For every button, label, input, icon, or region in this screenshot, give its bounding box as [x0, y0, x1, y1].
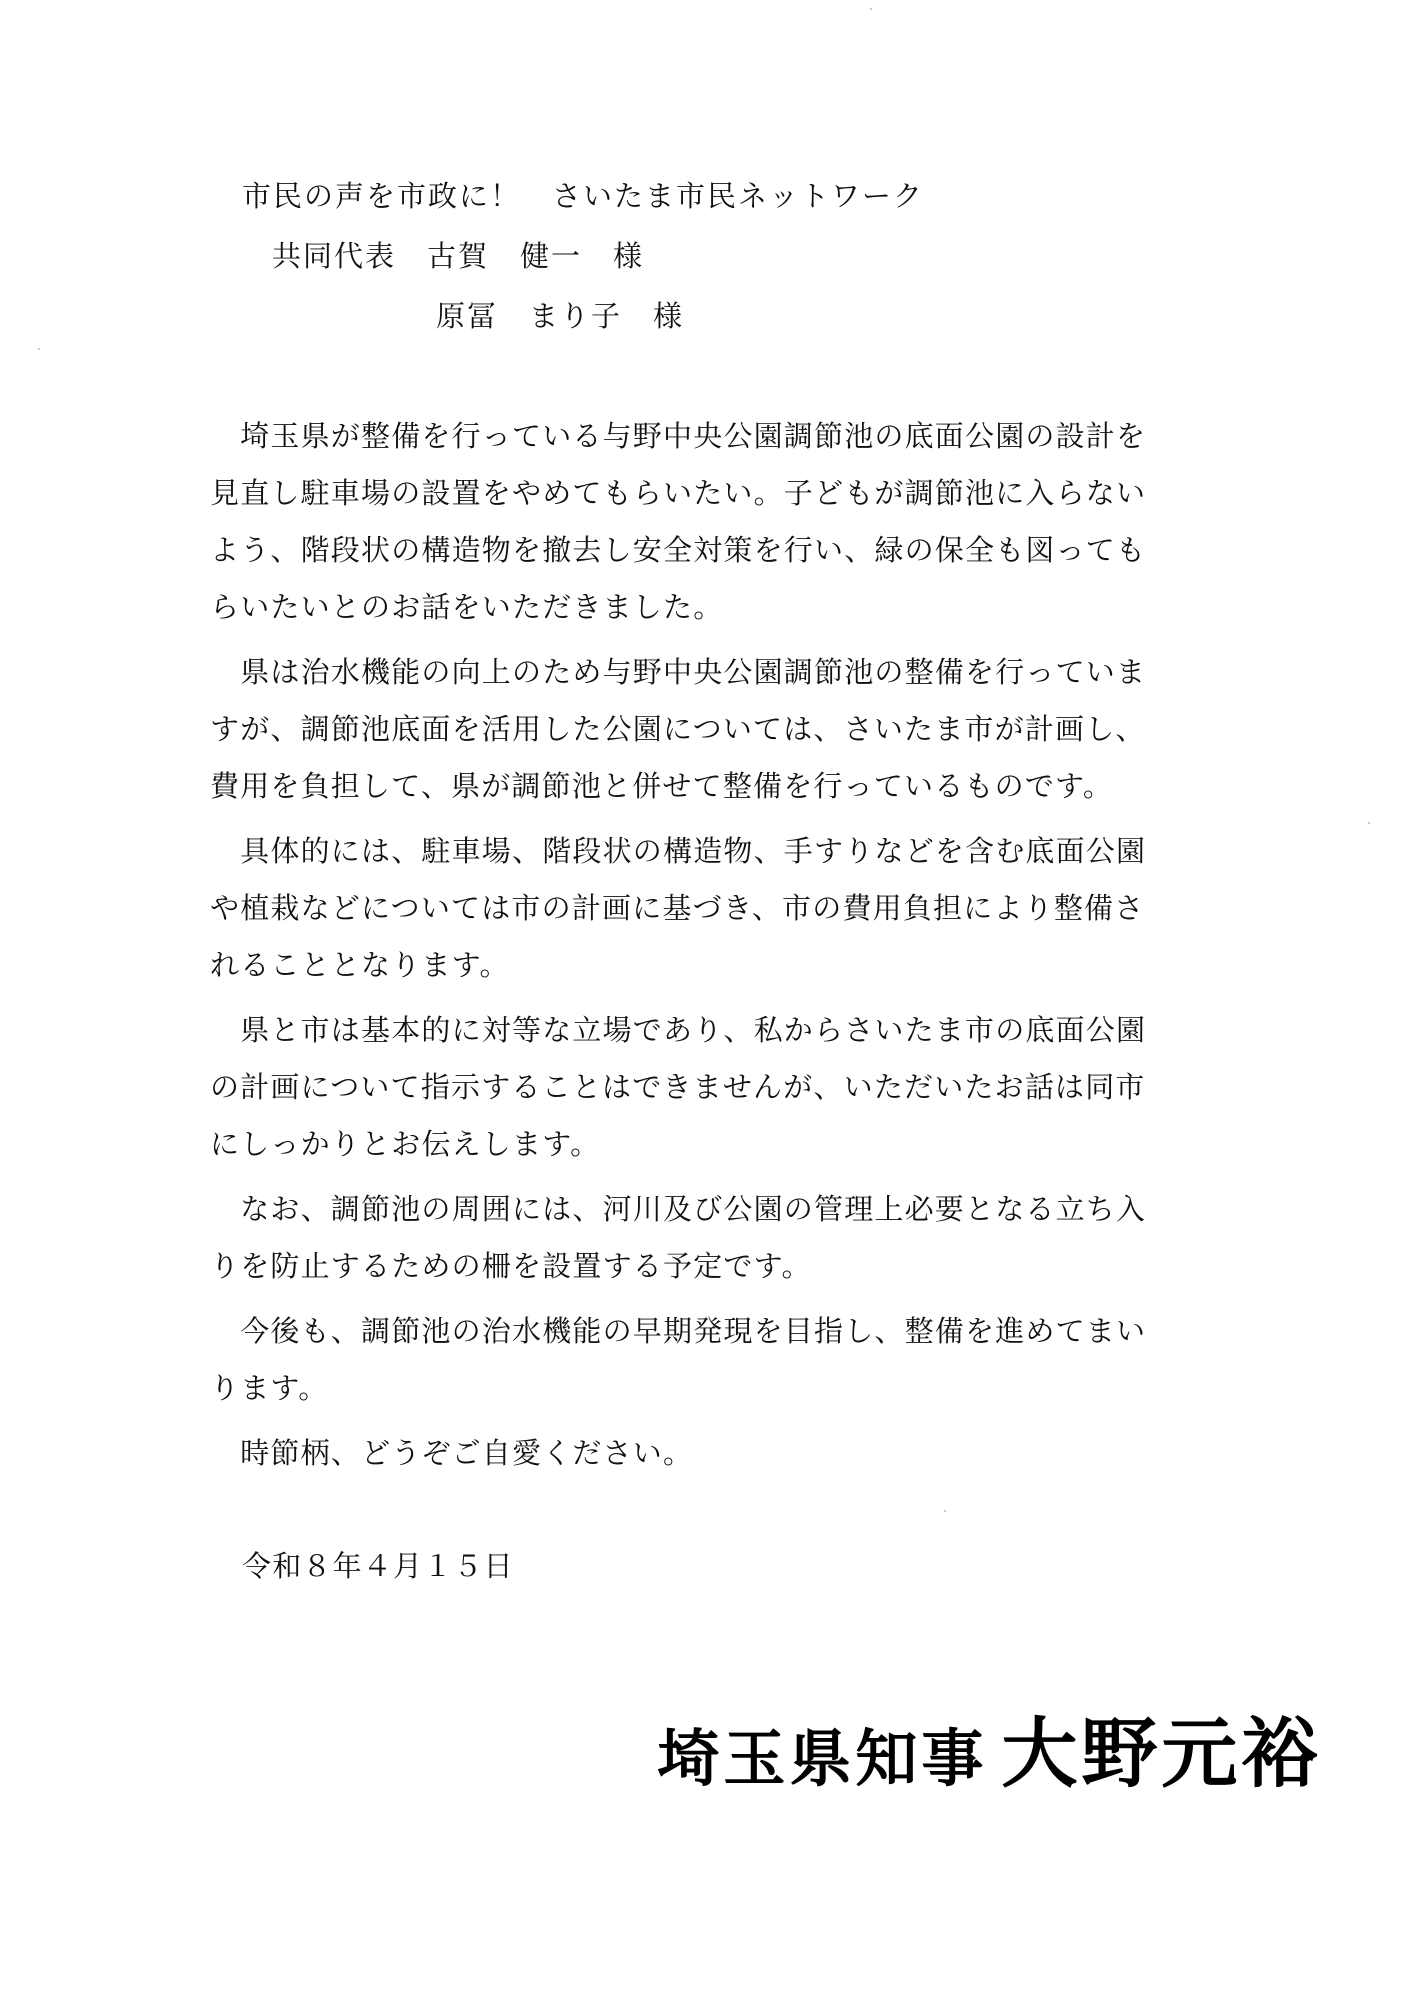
body-line: れることとなります。 [210, 948, 510, 982]
body-line: 埼玉県が整備を行っている与野中央公園調節池の底面公園の設計を [210, 419, 1147, 453]
body-line: らいたいとのお話をいただきました。 [210, 590, 724, 624]
governor-signature [555, 1620, 1321, 1875]
body-line: よう、階段状の構造物を撤去し安全対策を行い、緑の保全も図っても [210, 533, 1147, 567]
body-line: 費用を負担して、県が調節池と併せて整備を行っているものです。 [210, 769, 1114, 803]
scan-speck [870, 8, 872, 10]
scan-speck [38, 348, 40, 350]
signature-title: 埼玉県知事 [657, 1722, 988, 1795]
body-line: や植栽などについては市の計画に基づき、市の費用負担により整備さ [210, 891, 1145, 925]
body-line: の計画について指示することはできませんが、いただいたお話は同市 [210, 1070, 1146, 1104]
body-line: 時節柄、どうぞご自愛ください。 [210, 1436, 694, 1470]
body-line: 今後も、調節池の治水機能の早期発現を目指し、整備を進めてまい [210, 1314, 1147, 1348]
addressee-representative-1: 共同代表 古賀 健一 様 [272, 239, 645, 273]
body-line: 見直し駐車場の設置をやめてもらいたい。子どもが調節池に入らない [210, 476, 1147, 510]
body-line: なお、調節池の周囲には、河川及び公園の管理上必要となる立ち入 [210, 1192, 1147, 1226]
body-line: すが、調節池底面を活用した公園については、さいたま市が計画し、 [210, 712, 1146, 746]
addressee-representative-2: 原冨 まり子 様 [436, 299, 685, 333]
addressee-organization: 市民の声を市政に！ さいたま市民ネットワーク [242, 179, 925, 213]
body-line: にしっかりとお伝えします。 [210, 1127, 601, 1161]
scan-speck [1368, 822, 1370, 824]
letter-date: 令和８年４月１５日 [242, 1549, 514, 1583]
body-line: 県と市は基本的に対等な立場であり、私からさいたま市の底面公園 [210, 1013, 1147, 1047]
scan-speck [944, 1510, 946, 1512]
body-line: 具体的には、駐車場、階段状の構造物、手すりなどを含む底面公園 [210, 834, 1147, 868]
body-line: ります。 [210, 1371, 329, 1405]
body-line: 県は治水機能の向上のため与野中央公園調節池の整備を行っていま [210, 655, 1147, 689]
signature-name: 大野元裕 [1001, 1709, 1322, 1798]
body-line: りを防止するための柵を設置する予定です。 [210, 1249, 812, 1283]
